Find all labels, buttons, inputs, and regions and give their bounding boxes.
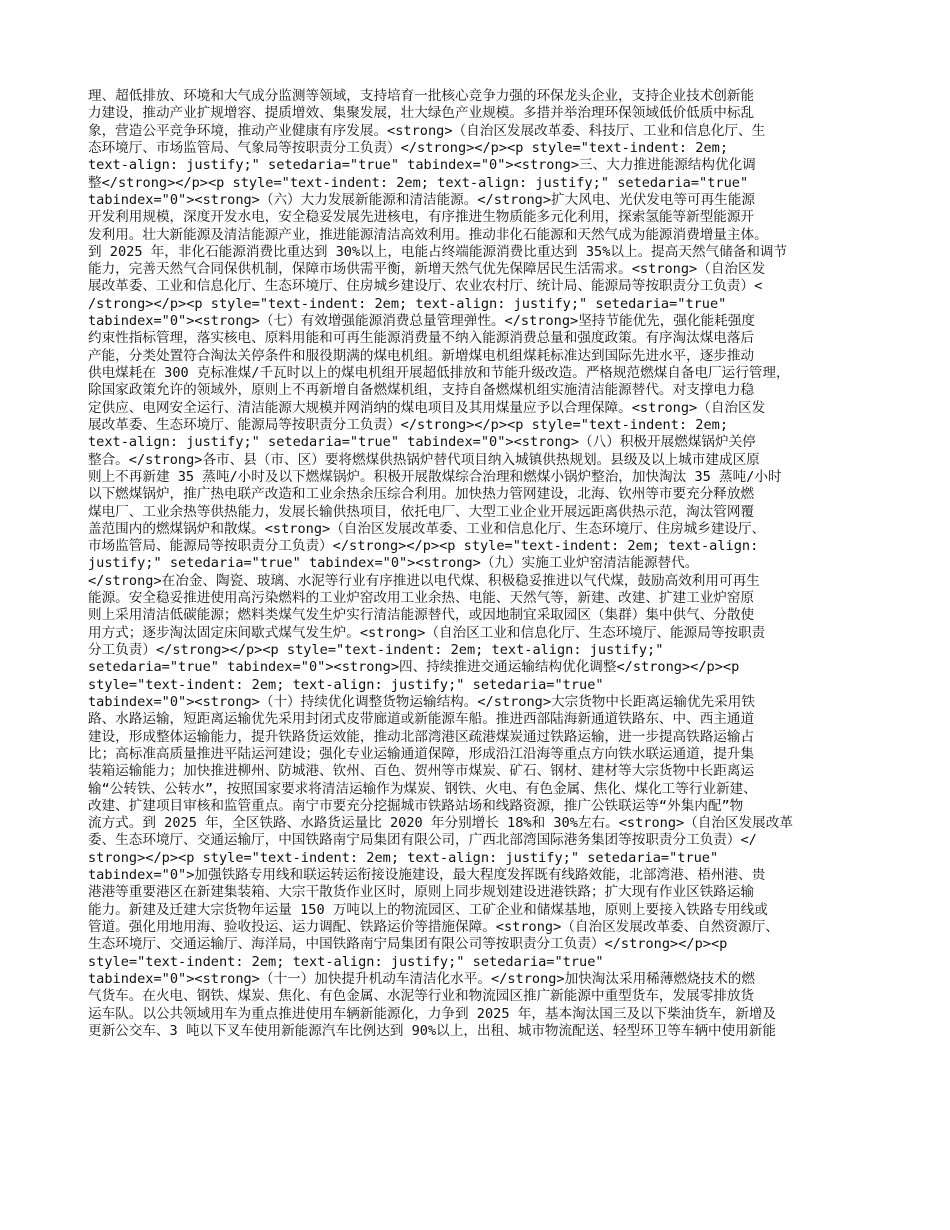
text-line: text-align: justify;" setedaria="true" tabindex="0"><strong>三、大力推进能源结构优化调 — [88, 157, 756, 174]
text-line: 运车队。以公共领域用车为重点推进使用车辆新能源化，力争到 2025 年，基本淘汰国三及以下柴油货车，新增及 — [88, 1005, 777, 1022]
text-line: 能力。新建及迁建大宗货物年运量 150 万吨以上的物流园区、工矿企业和储煤基地，原则上要接入铁路专用线或 — [88, 901, 768, 918]
text-line: 开发利用规模，深度开发水电，安全稳妥发展先进核电，有序推进生物质能多元化利用，探索氢能等新型能源开 — [88, 209, 755, 226]
text-line: setedaria="true" tabindex="0"><strong>四、持续推进交通运输结构优化调整</strong></p><p — [88, 659, 740, 676]
text-line: tabindex="0">加强铁路专用线和联运转运衔接设施建设，最大程度发挥既有线路效能，北部湾港、梧州港、贵 — [88, 867, 766, 884]
text-line: /strong></p><p style="text-indent: 2em; text-align: justify;" setedaria="true" — [88, 295, 727, 312]
text-line: 态环境厅、市场监管局、气象局等按职责分工负责）</strong></p><p style="text-indent: 2em; — [88, 139, 729, 156]
text-line: 流方式。到 2025 年，全区铁路、水路货运量比 2020 年分别增长 18%和 30%左右。<strong>（自治区发展改革 — [88, 815, 793, 832]
text-line: style="text-indent: 2em; text-align: justify;" setedaria="true" — [88, 676, 604, 693]
text-line: 产能，分类处置符合淘汰关停条件和服役期满的煤电机组。新增煤电机组煤耗标准达到国际先进水平，逐步推动 — [88, 347, 755, 364]
text-line: style="text-indent: 2em; text-align: justify;" setedaria="true" — [88, 953, 604, 970]
text-line: 盖范围内的燃煤锅炉和散煤。<strong>（自治区发展改革委、工业和信息化厅、生态环境厅、住房城乡建设厅、 — [88, 520, 766, 537]
text-line: 管道。强化用地用海、验收投运、运力调配、铁路运价等措施保障。<strong>（自治区发展改革委、自然资源厅、 — [88, 919, 779, 935]
text-line: tabindex="0"><strong>（六）大力发展新能源和清洁能源。</strong>扩大风电、光伏发电等可再生能源 — [88, 191, 755, 208]
text-line: 则上采用清洁低碳能源；燃料类煤气发生炉实行清洁能源替代，或因地制宜采取园区（集群）集中供气、分散使 — [88, 607, 755, 624]
text-line: 港港等重要港区在新建集装箱、大宗干散货作业区时，原则上同步规划建设进港铁路；扩大现有作业区铁路运输 — [88, 884, 755, 901]
text-line: 装箱运输能力；加快推进柳州、防城港、钦州、百色、贺州等市煤炭、矿石、钢材、建材等大宗货物中长距离运 — [88, 763, 755, 780]
text-line: tabindex="0"><strong>（十）持续优化调整货物运输结构。</strong>大宗货物中长距离运输优先采用铁 — [88, 693, 755, 710]
text-line: 则上不再新建 35 蒸吨/小时及以下燃煤锅炉。积极开展散煤综合治理和燃煤小锅炉整治，加快淘汰 35 蒸吨/小时 — [88, 468, 782, 485]
text-line: 供电煤耗在 300 克标准煤/千瓦时以上的煤电机组开展超低排放和节能升级改造。严格规范燃煤自备电厂运行管理， — [88, 365, 790, 381]
text-line: tabindex="0"><strong>（十一）加快提升机动车清洁化水平。</strong>加快淘汰采用稀薄燃烧技术的燃 — [88, 970, 755, 987]
text-line: 力建设，推动产业扩规增容、提质增效、集聚发展，壮大绿色产业规模。多措并举治理环保领域低价低质中标乱 — [88, 105, 755, 122]
text-line: 能力，完善天然气合同保供机制，保障市场供需平衡，新增天然气优先保障居民生活需求。<strong>（自治区发 — [88, 261, 766, 278]
text-line: 市场监管局、能源局等按职责分工负责）</strong></p><p style="text-indent: 2em; text-align: — [88, 538, 759, 555]
text-line: 理、超低排放、环境和大气成分监测等领域，支持培育一批核心竞争力强的环保龙头企业，支持企业技术创新能 — [88, 88, 755, 104]
text-line: 生态环境厅、交通运输厅、海洋局，中国铁路南宁局集团有限公司等按职责分工负责）</strong></p><p — [88, 936, 728, 953]
text-line: 改建、扩建项目审核和监管重点。南宁市要充分挖掘城市铁路站场和线路资源，推广公铁联运等“外集内配”物 — [88, 797, 744, 814]
document-body — [88, 88, 863, 1040]
text-line: strong></p><p style="text-indent: 2em; text-align: justify;" setedaria="true" — [88, 849, 719, 866]
text-line: 整</strong></p><p style="text-indent: 2em; text-align: justify;" setedaria="true" — [88, 174, 749, 191]
text-line: 象，营造公平竞争环境，推动产业健康有序发展。<strong>（自治区发展改革委、科技厅、工业和信息化厅、生 — [88, 122, 766, 139]
text-line: 更新公交车、3 吨以下叉车使用新能源汽车比例达到 90%以上，出租、城市物流配送、轻型环卫等车辆中使用新能 — [88, 1022, 777, 1039]
text-line: 气货车。在火电、钢铁、煤炭、焦化、有色金属、水泥等行业和物流园区推广新能源中重型货车，发展零排放货 — [88, 988, 755, 1005]
text-line: 煤电厂、工业余热等供热能力，发展长输供热项目，依托电厂、大型工业企业开展远距离供热示范，淘汰管网覆 — [88, 503, 755, 520]
text-line: 路、水路运输，短距离运输优先采用封闭式皮带廊道或新能源车船。推进西部陆海新通道铁路东、中、西主通道 — [88, 711, 755, 728]
text-line: 以下燃煤锅炉，推广热电联产改造和工业余热余压综合利用。加快热力管网建设，北海、钦州等市要充分释放燃 — [88, 486, 755, 503]
text-line: 比；高标准高质量推进平陆运河建设；强化专业运输通道保障，形成沿江沿海等重点方向铁水联运通道，提升集 — [88, 745, 755, 762]
text-line: 除国家政策允许的领域外，原则上不再新增自备燃煤机组，支持自备燃煤机组实施清洁能源替代。对支撑电力稳 — [88, 382, 755, 399]
text-line: 展改革委、生态环境厅、能源局等按职责分工负责）</strong></p><p style="text-indent: 2em; — [88, 416, 729, 433]
text-line: justify;" setedaria="true" tabindex="0"><strong>（九）实施工业炉窑清洁能源替代。 — [88, 555, 699, 572]
text-line: 发利用。壮大新能源及清洁能源产业，推进能源清洁高效利用。推动非化石能源和天然气成为能源消费增量主体。 — [88, 226, 768, 243]
text-line: 约束性指标管理，落实核电、原料用能和可再生能源消费量不纳入能源消费总量和强度政策。有序淘汰煤电落后 — [88, 330, 755, 347]
text-line: 展改革委、工业和信息化厅、生态环境厅、住房城乡建设厅、农业农村厅、统计局、能源局等按职责分工负责）< — [88, 278, 763, 295]
text-line: text-align: justify;" setedaria="true" tabindex="0"><strong>（八）积极开展燃煤锅炉关停 — [88, 434, 756, 451]
text-line: 用方式；逐步淘汰固定床间歇式煤气发生炉。<strong>（自治区工业和信息化厅、生态环境厅、能源局等按职责 — [88, 624, 766, 641]
text-line: 定供应、电网安全运行、清洁能源大规模并网消纳的煤电项目及其用煤量应予以合理保障。<strong>（自治区发 — [88, 399, 766, 416]
text-line: </strong>在冶金、陶瓷、玻璃、水泥等行业有序推进以电代煤、积极稳妥推进以气代煤，鼓励高效利用可再生 — [88, 572, 760, 589]
text-line: 能源。安全稳妥推进使用高污染燃料的工业炉窑改用工业余热、电能、天然气等，新建、改建、扩建工业炉窑原 — [88, 590, 755, 607]
text-line: 委、生态环境厅、交通运输厅，中国铁路南宁局集团有限公司，广西北部湾国际港务集团等按职责分工负责）</ — [88, 832, 757, 849]
text-line: 建设，形成整体运输能力，提升铁路货运效能，推动北部湾港区疏港煤炭通过铁路运输，进一步提高铁路运输占 — [88, 728, 755, 745]
text-line: 分工负责）</strong></p><p style="text-indent: 2em; text-align: justify;" — [88, 642, 664, 658]
text-line: tabindex="0"><strong>（七）有效增强能源消费总量管理弹性。</strong>坚持节能优先，强化能耗强度 — [88, 313, 755, 330]
text-line: 整合。</strong>各市、县（市、区）要将燃煤供热锅炉替代项目纳入城镇供热规划。县级及以上城市建成区原 — [88, 451, 760, 468]
text-line: 到 2025 年，非化石能源消费比重达到 30%以上，电能占终端能源消费比重达到 35%以上。提高天然气储备和调节 — [88, 243, 788, 260]
text-line: 输“公转铁、公转水”，按照国家要求将清洁运输作为煤炭、钢铁、火电、有色金属、焦化、煤化工等行业新建、 — [88, 780, 757, 797]
